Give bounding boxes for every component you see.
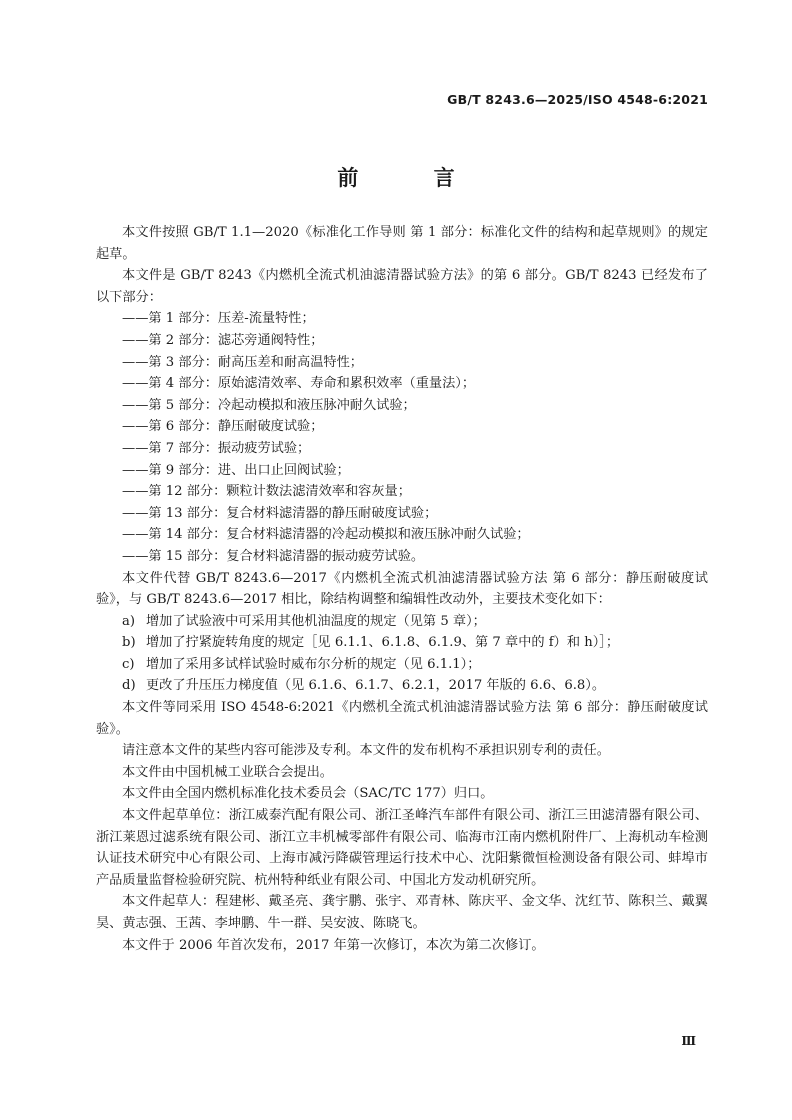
- page-number: Ⅲ: [681, 1034, 696, 1048]
- change-item: [96, 675, 708, 697]
- list-item: ——第 3 部分：耐高压差和耐高温特性；: [122, 354, 363, 370]
- change-text: 增加了采用多试样试验时威布尔分析的规定（见 6.1.1）；: [146, 656, 481, 672]
- paragraph-drafters: 本文件起草人：程建彬、戴圣亮、龚宇鹏、张宇、邓青林、陈庆平、金文华、沈红节、陈积兰、戴翼昊、黄志强、王茜、李坤鹏、牛一群、吴安波、陈晓飞。: [96, 894, 708, 931]
- change-label: c): [122, 656, 135, 672]
- list-item: ——第 6 部分：静压耐破度试验；: [122, 419, 324, 435]
- change-text: 更改了升压压力梯度值（见 6.1.6、6.1.7、6.2.1，2017 年版的 6.6、6.8）。: [146, 678, 606, 694]
- list-item: ——第 1 部分：压差-流量特性；: [122, 311, 315, 327]
- paragraph-iso-adoption: 本文件等同采用 ISO 4548-6:2021《内燃机全流式机油滤清器试验方法 第 6 部分：静压耐破度试验》。: [96, 700, 708, 737]
- list-item: ——第 12 部分：颗粒计数法滤清效率和容灰量；: [122, 484, 411, 500]
- paragraph-proposer: 本文件由中国机械工业联合会提出。: [122, 764, 333, 780]
- list-item: ——第 5 部分：冷起动模拟和液压脉冲耐久试验；: [122, 397, 416, 413]
- list-item: ——第 13 部分：复合材料滤清器的静压耐破度试验；: [122, 505, 438, 521]
- change-item: [96, 654, 708, 676]
- change-label: b): [122, 635, 136, 651]
- change-label: a): [122, 613, 136, 629]
- change-text: 增加了试验液中可采用其他机油温度的规定（见第 5 章）；: [146, 613, 486, 629]
- change-item: [96, 611, 708, 633]
- paragraph-drafting-rules: 本文件按照 GB/T 1.1—2020《标准化工作导则 第 1 部分：标准化文件的结构和起草规则》的规定起草。: [96, 225, 708, 262]
- list-item: ——第 14 部分：复合材料滤清器的冷起动模拟和液压脉冲耐久试验；: [122, 527, 530, 543]
- page-title: 前 言: [337, 165, 489, 190]
- list-item: ——第 4 部分：原始滤清效率、寿命和累积效率（重量法）；: [122, 376, 476, 392]
- paragraph-series-intro: 本文件是 GB/T 8243《内燃机全流式机油滤清器试验方法》的第 6 部分。GB/T 8243 已经发布了以下部分：: [96, 268, 708, 305]
- paragraph-patent-notice: 请注意本文件的某些内容可能涉及专利。本文件的发布机构不承担识别专利的责任。: [122, 743, 610, 759]
- list-item: ——第 7 部分：振动疲劳试验；: [122, 440, 311, 456]
- paragraph-committee: 本文件由全国内燃机标准化技术委员会（SAC/TC 177）归口。: [122, 786, 494, 802]
- change-text: 增加了拧紧旋转角度的规定［见 6.1.1、6.1.8、6.1.9、第 7 章中的 f）和 h）］；: [146, 635, 620, 651]
- paragraph-drafting-units: 本文件起草单位：浙江威泰汽配有限公司、浙江圣峰汽车部件有限公司、浙江三田滤清器有限公司、浙江莱恩过滤系统有限公司、浙江立丰机械零部件有限公司、临海市江南内燃机附件厂、上海机动车检测认证技术研究中心有限公司、上海市减污降碳管理运行技术中心、沈阳紫微恒检测设备有限公司、蚌埠市产品质量监督检验研究院、杭州特种纸业有限公司、中国北方发动机研究所。: [96, 808, 708, 888]
- paragraph-history: 本文件于 2006 年首次发布，2017 年第一次修订，本次为第二次修订。: [122, 937, 545, 953]
- standard-number-header: GB/T 8243.6—2025/ISO 4548-6:2021: [447, 92, 708, 107]
- list-item: ——第 2 部分：滤芯旁通阀特性；: [122, 332, 324, 348]
- foreword-body: [96, 222, 708, 956]
- change-label: d): [122, 678, 136, 694]
- list-item: ——第 9 部分：进、出口止回阀试验；: [122, 462, 350, 478]
- paragraph-replacement: 本文件代替 GB/T 8243.6—2017《内燃机全流式机油滤清器试验方法 第 6 部分：静压耐破度试验》，与 GB/T 8243.6—2017 相比，除结构调整和编辑性改动外，主要技术变化如下：: [96, 570, 708, 608]
- list-item: ——第 15 部分：复合材料滤清器的振动疲劳试验。: [122, 548, 425, 564]
- change-item: [96, 632, 708, 654]
